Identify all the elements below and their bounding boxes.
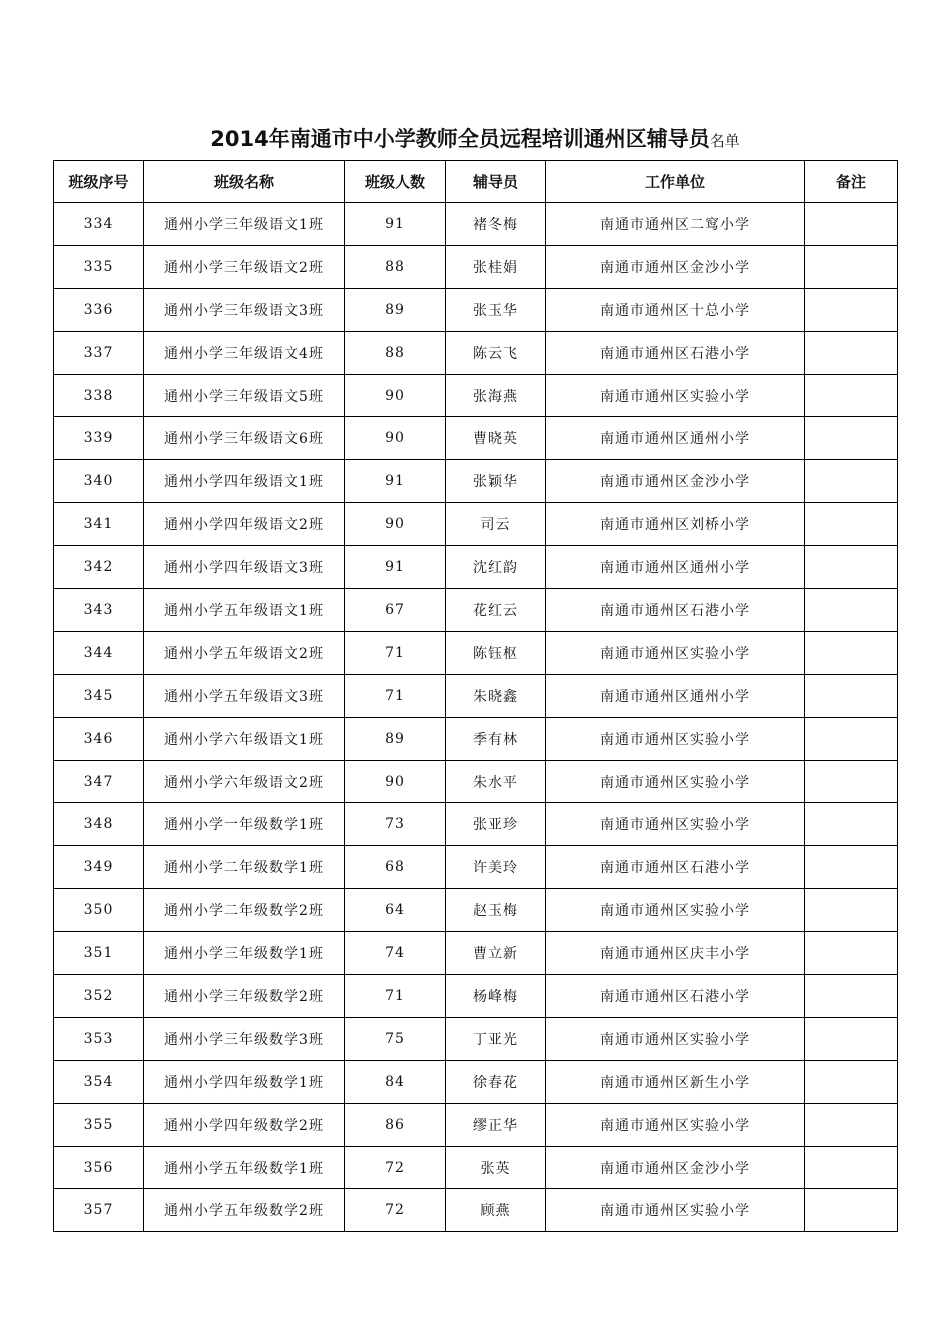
cell-class-size: 91 [345,546,446,589]
cell-class-size: 71 [345,674,446,717]
cell-counselor: 朱晓鑫 [446,674,546,717]
cell-class-size: 71 [345,975,446,1018]
cell-counselor: 缪正华 [446,1103,546,1146]
cell-remarks [805,674,898,717]
cell-counselor: 丁亚光 [446,1017,546,1060]
title-main: 2014年南通市中小学教师全员远程培训通州区辅导员 [210,127,710,151]
cell-remarks [805,1146,898,1189]
cell-class-no: 334 [54,203,144,246]
table-row [54,674,898,717]
table-header-row [54,161,898,203]
table-row [54,374,898,417]
cell-class-size: 89 [345,288,446,331]
cell-class-no: 336 [54,288,144,331]
cell-work-unit: 南通市通州区新生小学 [546,1060,805,1103]
cell-work-unit: 南通市通州区通州小学 [546,674,805,717]
cell-class-size: 74 [345,932,446,975]
cell-remarks [805,331,898,374]
cell-remarks [805,546,898,589]
table-row [54,1103,898,1146]
cell-remarks [805,1103,898,1146]
cell-counselor: 褚冬梅 [446,203,546,246]
cell-remarks [805,503,898,546]
cell-class-name: 通州小学五年级语文3班 [144,674,345,717]
cell-work-unit: 南通市通州区石港小学 [546,331,805,374]
cell-remarks [805,760,898,803]
table-row [54,932,898,975]
cell-work-unit: 南通市通州区金沙小学 [546,1146,805,1189]
cell-work-unit: 南通市通州区实验小学 [546,717,805,760]
cell-class-size: 90 [345,417,446,460]
cell-class-no: 340 [54,460,144,503]
cell-remarks [805,631,898,674]
cell-class-no: 351 [54,932,144,975]
cell-class-no: 341 [54,503,144,546]
cell-remarks [805,975,898,1018]
cell-class-name: 通州小学三年级语文4班 [144,331,345,374]
cell-class-name: 通州小学二年级数学2班 [144,889,345,932]
cell-class-no: 353 [54,1017,144,1060]
cell-class-size: 71 [345,631,446,674]
cell-class-size: 90 [345,374,446,417]
table-row [54,245,898,288]
cell-remarks [805,717,898,760]
cell-counselor: 顾燕 [446,1189,546,1232]
cell-counselor: 陈云飞 [446,331,546,374]
cell-class-no: 355 [54,1103,144,1146]
cell-work-unit: 南通市通州区通州小学 [546,417,805,460]
cell-class-name: 通州小学一年级数学1班 [144,803,345,846]
cell-remarks [805,1017,898,1060]
cell-class-no: 335 [54,245,144,288]
table-row [54,546,898,589]
cell-work-unit: 南通市通州区实验小学 [546,374,805,417]
cell-class-name: 通州小学三年级语文6班 [144,417,345,460]
cell-class-no: 346 [54,717,144,760]
counselor-table [53,160,898,1232]
cell-class-no: 337 [54,331,144,374]
header-class-name: 班级名称 [144,161,345,203]
page-title [0,124,950,156]
header-work-unit: 工作单位 [546,161,805,203]
cell-work-unit: 南通市通州区金沙小学 [546,460,805,503]
table-row [54,717,898,760]
cell-work-unit: 南通市通州区通州小学 [546,546,805,589]
cell-counselor: 张玉华 [446,288,546,331]
cell-class-name: 通州小学二年级数学1班 [144,846,345,889]
table-body [54,203,898,1232]
cell-counselor: 徐春花 [446,1060,546,1103]
cell-remarks [805,374,898,417]
cell-work-unit: 南通市通州区石港小学 [546,589,805,632]
cell-counselor: 张海燕 [446,374,546,417]
cell-remarks [805,288,898,331]
cell-class-name: 通州小学四年级数学2班 [144,1103,345,1146]
cell-counselor: 沈红韵 [446,546,546,589]
table-row [54,1146,898,1189]
cell-remarks [805,1060,898,1103]
table-row [54,503,898,546]
cell-class-size: 73 [345,803,446,846]
cell-class-name: 通州小学四年级语文1班 [144,460,345,503]
cell-work-unit: 南通市通州区实验小学 [546,889,805,932]
cell-counselor: 花红云 [446,589,546,632]
cell-class-name: 通州小学五年级语文1班 [144,589,345,632]
cell-class-size: 88 [345,245,446,288]
cell-work-unit: 南通市通州区实验小学 [546,1103,805,1146]
cell-class-name: 通州小学三年级数学1班 [144,932,345,975]
table-row [54,589,898,632]
cell-remarks [805,1189,898,1232]
cell-class-no: 352 [54,975,144,1018]
cell-class-name: 通州小学三年级数学2班 [144,975,345,1018]
cell-counselor: 许美玲 [446,846,546,889]
cell-work-unit: 南通市通州区二窎小学 [546,203,805,246]
cell-class-size: 67 [345,589,446,632]
cell-counselor: 朱水平 [446,760,546,803]
table-row [54,889,898,932]
cell-class-no: 343 [54,589,144,632]
table-row [54,803,898,846]
cell-class-name: 通州小学三年级语文2班 [144,245,345,288]
cell-class-no: 338 [54,374,144,417]
cell-class-name: 通州小学三年级语文3班 [144,288,345,331]
cell-work-unit: 南通市通州区十总小学 [546,288,805,331]
cell-class-size: 91 [345,460,446,503]
table-row [54,460,898,503]
cell-class-no: 354 [54,1060,144,1103]
cell-class-no: 339 [54,417,144,460]
cell-work-unit: 南通市通州区金沙小学 [546,245,805,288]
title-suffix: 名单 [709,132,740,150]
cell-class-size: 68 [345,846,446,889]
cell-class-no: 342 [54,546,144,589]
cell-class-name: 通州小学五年级数学2班 [144,1189,345,1232]
cell-class-size: 88 [345,331,446,374]
cell-class-size: 90 [345,760,446,803]
cell-counselor: 张亚珍 [446,803,546,846]
table-row [54,288,898,331]
cell-remarks [805,846,898,889]
cell-class-name: 通州小学三年级数学3班 [144,1017,345,1060]
cell-remarks [805,245,898,288]
cell-work-unit: 南通市通州区实验小学 [546,1189,805,1232]
cell-class-name: 通州小学四年级语文3班 [144,546,345,589]
cell-class-name: 通州小学六年级语文1班 [144,717,345,760]
cell-class-size: 84 [345,1060,446,1103]
table-row [54,975,898,1018]
cell-counselor: 张桂娟 [446,245,546,288]
cell-counselor: 曹立新 [446,932,546,975]
cell-class-no: 345 [54,674,144,717]
cell-remarks [805,460,898,503]
table-row [54,846,898,889]
cell-work-unit: 南通市通州区刘桥小学 [546,503,805,546]
cell-class-no: 347 [54,760,144,803]
cell-class-no: 350 [54,889,144,932]
cell-class-name: 通州小学五年级数学1班 [144,1146,345,1189]
table-row [54,203,898,246]
cell-work-unit: 南通市通州区实验小学 [546,1017,805,1060]
cell-class-no: 357 [54,1189,144,1232]
header-counselor: 辅导员 [446,161,546,203]
header-class-no: 班级序号 [54,161,144,203]
cell-class-name: 通州小学五年级语文2班 [144,631,345,674]
cell-work-unit: 南通市通州区石港小学 [546,975,805,1018]
cell-counselor: 曹晓英 [446,417,546,460]
cell-class-name: 通州小学三年级语文5班 [144,374,345,417]
cell-class-size: 90 [345,503,446,546]
cell-counselor: 张颖华 [446,460,546,503]
cell-class-name: 通州小学三年级语文1班 [144,203,345,246]
cell-remarks [805,889,898,932]
cell-class-no: 356 [54,1146,144,1189]
cell-class-name: 通州小学四年级语文2班 [144,503,345,546]
cell-remarks [805,203,898,246]
cell-remarks [805,803,898,846]
cell-class-no: 349 [54,846,144,889]
cell-work-unit: 南通市通州区石港小学 [546,846,805,889]
header-class-size: 班级人数 [345,161,446,203]
cell-class-size: 89 [345,717,446,760]
cell-class-size: 72 [345,1189,446,1232]
cell-class-size: 64 [345,889,446,932]
table-row [54,1060,898,1103]
cell-remarks [805,932,898,975]
cell-counselor: 赵玉梅 [446,889,546,932]
cell-class-size: 86 [345,1103,446,1146]
cell-class-size: 91 [345,203,446,246]
table-row [54,631,898,674]
cell-counselor: 陈钰枢 [446,631,546,674]
cell-class-name: 通州小学四年级数学1班 [144,1060,345,1103]
cell-counselor: 杨峰梅 [446,975,546,1018]
table-row [54,417,898,460]
table-row [54,760,898,803]
cell-work-unit: 南通市通州区庆丰小学 [546,932,805,975]
cell-class-size: 75 [345,1017,446,1060]
cell-counselor: 季有林 [446,717,546,760]
cell-remarks [805,417,898,460]
cell-class-size: 72 [345,1146,446,1189]
cell-class-name: 通州小学六年级语文2班 [144,760,345,803]
cell-remarks [805,589,898,632]
cell-work-unit: 南通市通州区实验小学 [546,760,805,803]
table-row [54,1189,898,1232]
table-row [54,331,898,374]
cell-counselor: 张英 [446,1146,546,1189]
cell-counselor: 司云 [446,503,546,546]
cell-class-no: 348 [54,803,144,846]
cell-work-unit: 南通市通州区实验小学 [546,803,805,846]
header-remarks: 备注 [805,161,898,203]
cell-class-no: 344 [54,631,144,674]
table-row [54,1017,898,1060]
cell-work-unit: 南通市通州区实验小学 [546,631,805,674]
